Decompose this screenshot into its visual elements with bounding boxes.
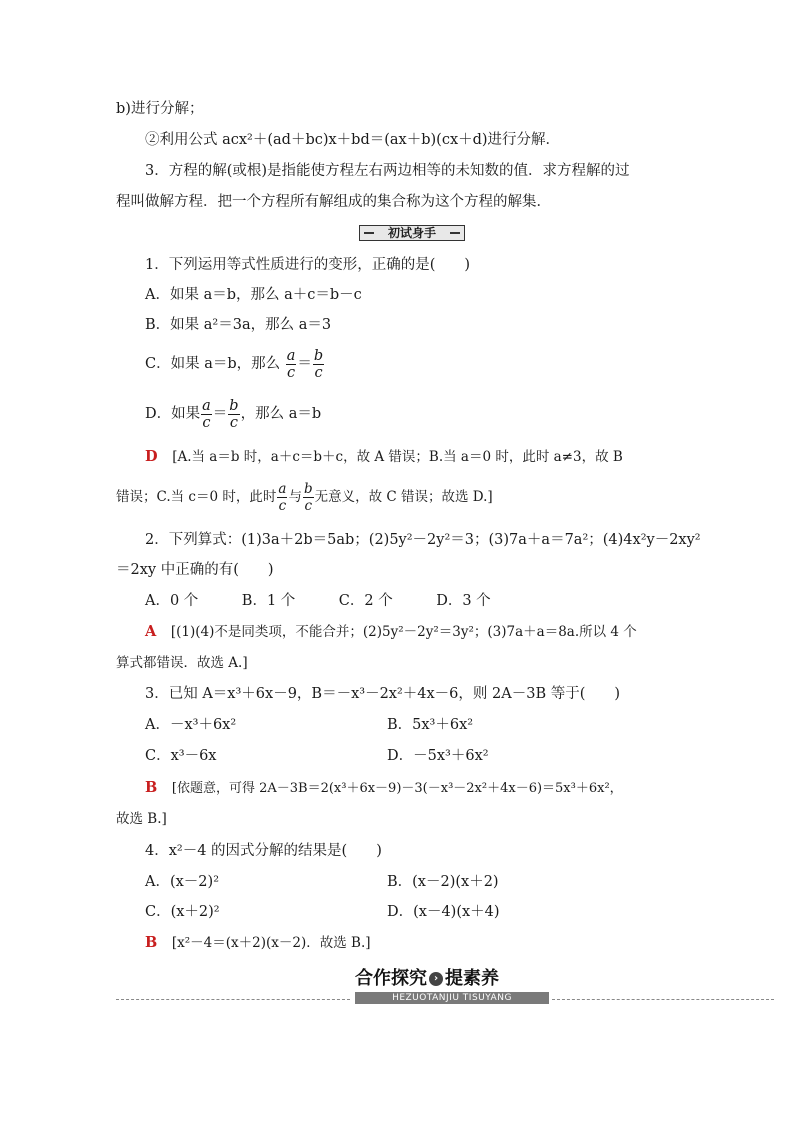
section-footer-title	[355, 968, 535, 990]
option-text: A．(x－2)²	[145, 874, 220, 890]
denominator: c	[229, 414, 238, 431]
answer-1-cont	[116, 479, 493, 515]
fraction	[313, 348, 324, 381]
answer-letter: B	[145, 934, 158, 951]
fraction	[277, 481, 287, 514]
answer-explanation: [依题意，可得 2A－3B＝2(x³＋6x－9)－3(－x³－2x²＋4x－6)＝5x³＋6x²，	[171, 781, 623, 796]
answer-letter: B	[145, 779, 158, 796]
answer-explanation: [x²－4＝(x＋2)(x－2)．故选 B.]	[171, 935, 371, 951]
answer-explanation: 无意义，故 C 错误；故选 D.]	[314, 489, 493, 505]
denominator: c	[314, 364, 323, 381]
option-c: C．如果 a＝b，那么 $\frac{a}{c}$ ＝ $\frac{b}{c}$	[145, 347, 324, 381]
text-line: ②利用公式 acx²＋(ad＋bc)x＋bd＝(ax＋b)(cx＋d)进行分解．	[145, 132, 561, 148]
question-1: 1．下列运用等式性质进行的变形，正确的是( )	[145, 257, 471, 273]
text-line: 程叫做解方程．把一个方程所有解组成的集合称为这个方程的解集．	[116, 194, 551, 210]
numerator: a	[286, 347, 296, 364]
numerator: a	[202, 397, 211, 414]
numerator: a	[278, 481, 287, 497]
footer-left-label: 合作探究	[355, 968, 427, 989]
text-line: 3．方程的解(或根)是指能使方程左右两边相等的未知数的值．求方程解的过	[145, 163, 630, 179]
footer-right-label: 提素养	[445, 968, 499, 989]
question-2: 2．下列算式：(1)3a＋2b＝5ab；(2)5y²－2y²＝3；(3)7a＋a＝7a²；(4)4x²y－2xy²	[145, 532, 701, 548]
answer-explanation: [A.当 a＝b 时，a＋c＝b＋c，故 A 错误；B.当 a＝0 时，此时 a≠3，故 B	[172, 449, 623, 465]
option-d: D．如果 $\frac{a}{c}$ ＝ $\frac{b}{c}$ ，那么 a＝b	[145, 397, 322, 431]
numerator: b	[303, 481, 313, 497]
footer-divider	[116, 999, 350, 1000]
answer-explanation: [(1)(4)不是同类项，不能合并；(2)5y²－2y²＝3y²；(3)7a＋a＝8a.所以 4 个	[170, 624, 637, 640]
footer-subtitle: HEZUOTANJIU TISUYANG	[355, 992, 549, 1004]
answer-explanation: 故选 B.]	[116, 811, 167, 827]
answer-1	[145, 447, 623, 467]
answer-letter: A	[145, 623, 157, 640]
answer-2	[145, 622, 637, 642]
answer-explanation: 与	[288, 489, 302, 505]
fraction	[286, 348, 297, 381]
text-line: b)进行分解；	[116, 101, 204, 117]
fraction	[228, 398, 239, 431]
option-text: C．如果 a＝b，那么	[145, 356, 281, 372]
option-text: D．如果	[145, 406, 201, 422]
fraction	[201, 398, 212, 431]
option-text: A．如果 a＝b，那么 a＋c＝b－c	[145, 287, 362, 303]
option-text: B．5x³＋6x²	[387, 717, 474, 733]
answer-3	[145, 778, 623, 799]
option-text: B．(x－2)(x＋2)	[387, 874, 499, 890]
option-text: ，那么 a＝b	[240, 406, 322, 422]
options-row: A．0 个 B．1 个 C．2 个 D．3 个	[145, 593, 491, 609]
question-3: 3．已知 A＝x³＋6x－9，B＝－x³－2x²＋4x－6，则 2A－3B 等于( )	[145, 686, 621, 702]
option-text: C．x³－6x	[145, 748, 217, 764]
question-2-cont: ＝2xy 中正确的有( )	[116, 562, 274, 578]
option-text: D．－5x³＋6x²	[387, 748, 489, 764]
answer-explanation: 算式都错误．故选 A.]	[116, 655, 248, 671]
option-text: D．(x－4)(x＋4)	[387, 904, 500, 920]
denominator: c	[202, 414, 211, 431]
arrow-right-icon: ›	[429, 972, 443, 986]
fraction	[303, 481, 314, 514]
denominator: c	[304, 498, 313, 514]
option-text: A．－x³＋6x²	[145, 717, 237, 733]
numerator: b	[229, 397, 239, 414]
option-text: C．(x＋2)²	[145, 904, 220, 920]
denominator: c	[287, 364, 296, 381]
footer-divider	[552, 999, 774, 1000]
section-badge: 初试身手	[359, 225, 465, 241]
question-4: 4．x²－4 的因式分解的结果是( )	[145, 843, 382, 859]
numerator: b	[313, 347, 324, 364]
answer-4	[145, 933, 371, 953]
answer-explanation: 错误；C.当 c＝0 时，此时	[116, 489, 277, 505]
denominator: c	[278, 498, 287, 514]
answer-letter: D	[145, 448, 158, 465]
option-text: B．如果 a²＝3a，那么 a＝3	[145, 317, 332, 333]
